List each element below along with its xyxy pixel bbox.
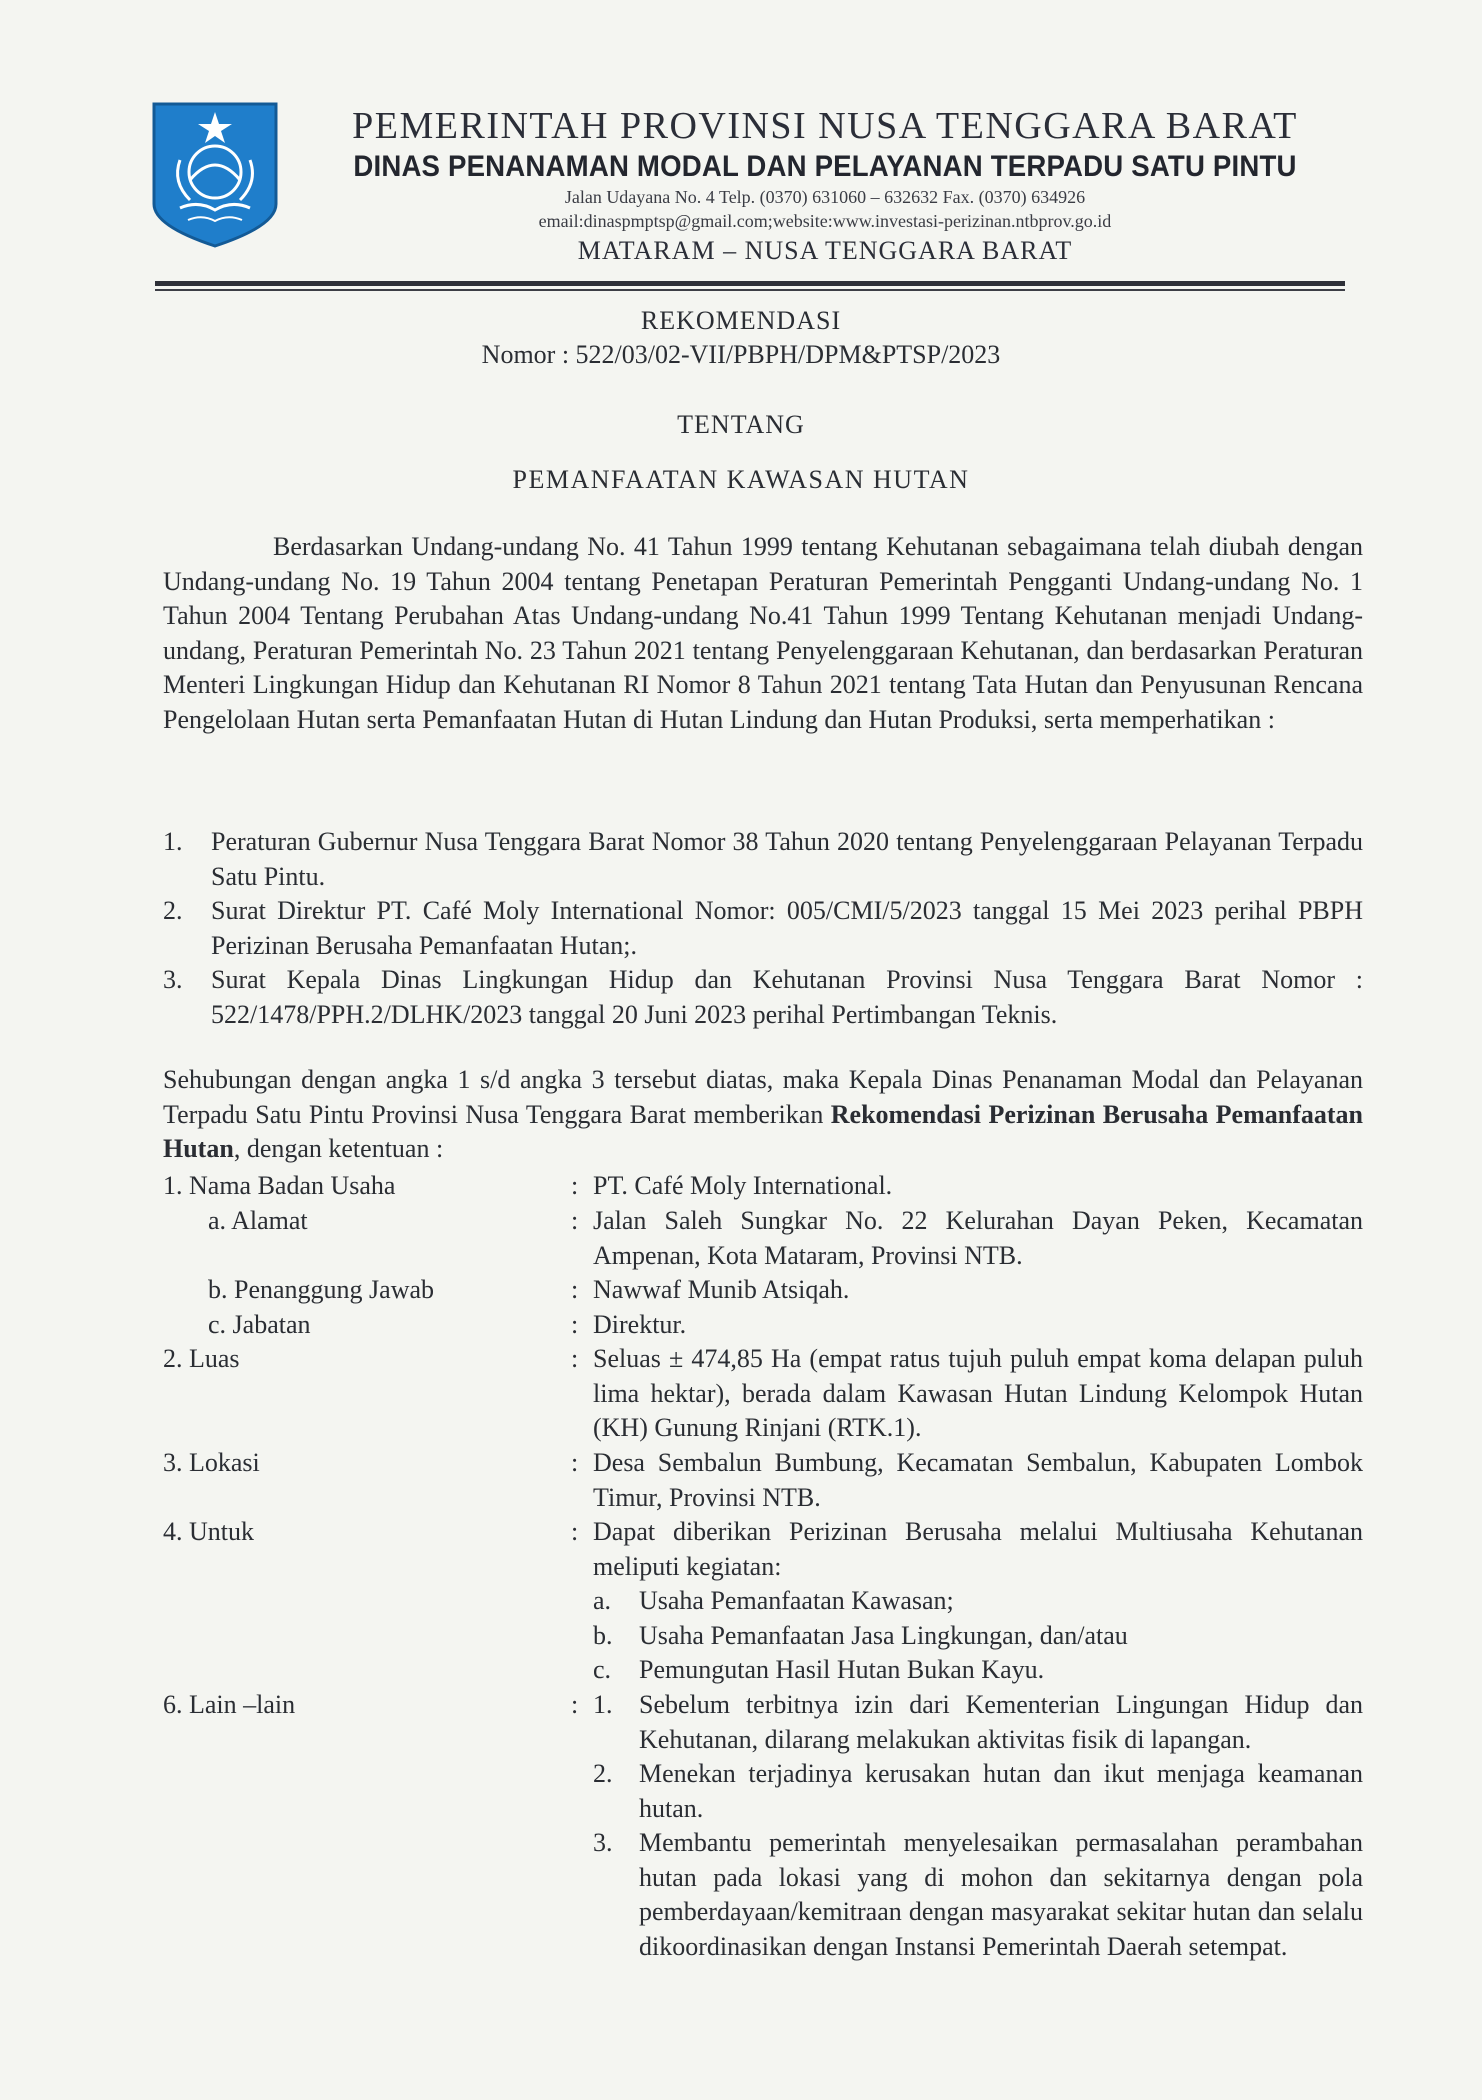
list-item-number: 1. (163, 827, 183, 856)
detail-label: 6. Lain –lain (163, 1690, 296, 1719)
letterhead-divider (155, 281, 1345, 286)
detail-label: b. Penanggung Jawab (208, 1275, 435, 1304)
detail-value: Nawwaf Munib Atsiqah. (593, 1275, 850, 1304)
detail-colon: : (571, 1690, 579, 1719)
statement-paragraph (163, 1063, 1363, 1167)
letterhead-city: MATARAM – NUSA TENGGARA BARAT (577, 236, 1073, 265)
statement-end-text: , dengan ketentuan : (233, 1134, 444, 1163)
list-item (593, 1757, 1363, 1826)
provincial-emblem-icon (150, 100, 280, 250)
list-item (163, 894, 1363, 963)
detail-label: c. Jabatan (208, 1310, 311, 1339)
statement-text: Sehubungan dengan angka 1 s/d angka 3 tersebut diatas, maka Kepala Dinas Penanaman Modal dan Pelayanan Terpadu Satu Pintu Provinsi Nusa Tenggara Barat memberikan (163, 1065, 1363, 1129)
detail-label: 2. Luas (163, 1344, 240, 1373)
detail-value: PT. Café Moly International. (593, 1171, 893, 1200)
list-item-number: 2. (163, 896, 183, 925)
list-item-number: 1. (593, 1690, 613, 1719)
letterhead-contact: email:dinaspmptsp@gmail.com;website:www.investasi-perizinan.ntbprov.go.id (538, 211, 1112, 231)
list-item-number: 2. (593, 1759, 613, 1788)
list-item-text: Membantu pemerintah menyelesaikan permasalahan perambahan hutan pada lokasi yang di mohon dan sekitarnya dengan pola pemberdayaan/kemitraan dengan masyarakat sekitar hutan dan selalu dikoordinasikan dengan Instansi Pemerintah Daerah setempat. (639, 1828, 1363, 1961)
detail-value (593, 1688, 1363, 1964)
letterhead-divider-thin (155, 289, 1345, 291)
detail-value (593, 1515, 1363, 1688)
letterhead-government: PEMERINTAH PROVINSI NUSA TENGGARA BARAT (352, 105, 1298, 147)
list-item-number: b. (593, 1620, 613, 1650)
list-item (163, 825, 1363, 894)
list-item-number: 3. (163, 965, 183, 994)
list-item-text: Usaha Pemanfaatan Kawasan; (639, 1586, 954, 1615)
detail-colon: : (571, 1171, 579, 1200)
purpose-text: Dapat diberikan Perizinan Berusaha melalui Multiusaha Kehutanan meliputi kegiatan: (593, 1517, 1363, 1581)
detail-value: Jalan Saleh Sungkar No. 22 Kelurahan Dayan Peken, Kecamatan Ampenan, Kota Mataram, Provinsi NTB. (593, 1206, 1363, 1270)
detail-colon: : (571, 1448, 579, 1477)
list-item (593, 1619, 1363, 1654)
detail-colon: : (571, 1275, 579, 1304)
about-heading: TENTANG (677, 410, 805, 439)
list-item-text: Surat Kepala Dinas Lingkungan Hidup dan Kehutanan Provinsi Nusa Tenggara Barat Nomor : 522/1478/PPH.2/DLHK/2023 tanggal 20 Juni 2023 perihal Pertimbangan Teknis. (211, 965, 1363, 1029)
list-item (593, 1688, 1363, 1757)
detail-label: 3. Lokasi (163, 1448, 260, 1477)
list-item-text: Sebelum terbitnya izin dari Kementerian Lingungan Hidup dan Kehutanan, dilarang melakukan aktivitas fisik di lapangan. (639, 1690, 1363, 1754)
letterhead-address: Jalan Udayana No. 4 Telp. (0370) 631060 – 632632 Fax. (0370) 634926 (564, 187, 1086, 207)
list-item-number: 3. (593, 1828, 613, 1857)
letterhead-agency: DINAS PENANAMAN MODAL DAN PELAYANAN TERPADU SATU PINTU (353, 150, 1297, 183)
detail-label: 1. Nama Badan Usaha (163, 1171, 396, 1200)
list-item (163, 963, 1363, 1032)
detail-colon: : (571, 1517, 579, 1546)
detail-colon: : (571, 1344, 579, 1373)
list-item-text: Menekan terjadinya kerusakan hutan dan ikut menjaga keamanan hutan. (639, 1759, 1363, 1823)
detail-label: a. Alamat (208, 1206, 308, 1235)
detail-value: Direktur. (593, 1310, 687, 1339)
document-type: REKOMENDASI (640, 306, 842, 335)
detail-colon: : (571, 1206, 579, 1235)
considerations-list (163, 825, 1363, 1032)
list-item-number: a. (593, 1586, 612, 1615)
list-item-number: c. (593, 1655, 612, 1684)
list-item-text: Surat Direktur PT. Café Moly International Nomor: 005/CMI/5/2023 tanggal 15 Mei 2023 perihal PBPH Perizinan Berusaha Pemanfaatan Hutan;. (211, 896, 1363, 960)
list-item (593, 1653, 1363, 1688)
list-item-text: Usaha Pemanfaatan Jasa Lingkungan, dan/atau (639, 1620, 1128, 1650)
detail-colon: : (571, 1310, 579, 1339)
document-subject: PEMANFAATAN KAWASAN HUTAN (512, 465, 970, 494)
list-item (593, 1826, 1363, 1964)
list-item (593, 1584, 1363, 1619)
intro-paragraph: Berdasarkan Undang-undang No. 41 Tahun 1999 tentang Kehutanan sebagaimana telah diubah dengan Undang-undang No. 19 Tahun 2004 tentang Penetapan Peraturan Pemerintah Pengganti Undang-undang No. 1 Tahun 2004 Tentang Perubahan Atas Undang-undang No.41 Tahun 1999 Tentang Kehutanan menjadi Undang-undang, Peraturan Pemerintah No. 23 Tahun 2021 tentang Penyelenggaraan Kehutanan, dan berdasarkan Peraturan Menteri Lingkungan Hidup dan Kehutanan RI Nomor 8 Tahun 2021 tentang Tata Hutan dan Penyusunan Rencana Pengelolaan Hutan serta Pemanfaatan Hutan di Hutan Lindung dan Hutan Produksi, serta memperhatikan : (163, 532, 1363, 734)
list-item-text: Peraturan Gubernur Nusa Tenggara Barat Nomor 38 Tahun 2020 tentang Penyelenggaraan Pelayanan Terpadu Satu Pintu. (211, 827, 1363, 891)
detail-value: Desa Sembalun Bumbung, Kecamatan Sembalun, Kabupaten Lombok Timur, Provinsi NTB. (593, 1448, 1363, 1512)
list-item-text: Pemungutan Hasil Hutan Bukan Kayu. (639, 1655, 1045, 1684)
document-number: Nomor : 522/03/02-VII/PBPH/DPM&PTSP/2023 (481, 340, 1001, 369)
detail-value: Seluas ± 474,85 Ha (empat ratus tujuh puluh empat koma delapan puluh lima hektar), berada dalam Kawasan Hutan Lindung Kelompok Hutan (KH) Gunung Rinjani (RTK.1). (593, 1344, 1363, 1442)
detail-label: 4. Untuk (163, 1517, 254, 1546)
statement-bold-text: Rekomendasi Perizinan Berusaha Pemanfaatan Hutan (163, 1099, 1363, 1163)
